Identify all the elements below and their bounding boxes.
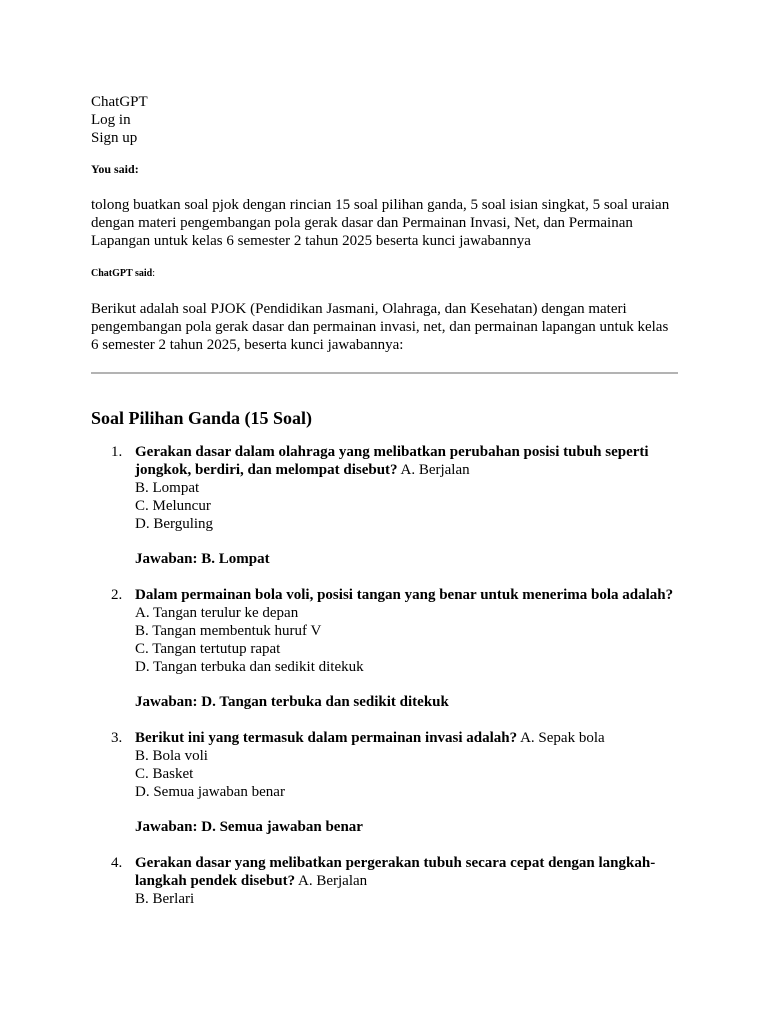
question-number: 1. bbox=[111, 444, 123, 460]
question-number: 4. bbox=[111, 855, 123, 871]
option-item: B. Bola voli bbox=[135, 748, 208, 764]
option-item: B. Lompat bbox=[135, 480, 200, 496]
user-message: tolong buatkan soal pjok dengan rincian 15 soal pilihan ganda, 5 soal isian singkat, 5 soal uraian dengan materi pengembangan pola gerak dasar dan Permainan Invasi, Net, dan Permainan Lapangan untuk kelas 6 semester 2 tahun 2025 beserta kunci jawabannya bbox=[91, 197, 670, 249]
option-item: C. Basket bbox=[135, 766, 194, 782]
question-number: 3. bbox=[111, 730, 123, 746]
option-item: A. Sepak bola bbox=[520, 730, 605, 746]
assistant-label-colon: : bbox=[152, 268, 156, 279]
option-item: C. Meluncur bbox=[135, 498, 211, 514]
question-text: Berikut ini yang termasuk dalam permainan invasi adalah? bbox=[135, 730, 518, 746]
question-text: Gerakan dasar yang melibatkan pergerakan tubuh secara cepat dengan langkah-langkah pendek disebut? bbox=[135, 855, 656, 889]
option-item: C. Tangan tertutup rapat bbox=[135, 641, 281, 657]
answer-key: Jawaban: B. Lompat bbox=[135, 551, 270, 567]
option-item: D. Semua jawaban benar bbox=[135, 784, 285, 800]
assistant-intro: Berikut adalah soal PJOK (Pendidikan Jasmani, Olahraga, dan Kesehatan) dengan materi pengembangan pola gerak dasar dan permainan invasi, net, dan permainan lapangan untuk kelas 6 semester 2 tahun 2025, beserta kunci jawabannya: bbox=[91, 301, 669, 353]
document-page bbox=[91, 93, 679, 926]
answer-key: Jawaban: D. Semua jawaban benar bbox=[135, 819, 363, 835]
question-text: Gerakan dasar dalam olahraga yang melibatkan perubahan posisi tubuh seperti jongkok, berdiri, dan melompat disebut? bbox=[135, 444, 649, 478]
horizontal-divider bbox=[91, 372, 678, 374]
login-link[interactable]: Log in bbox=[91, 112, 131, 128]
question-body bbox=[135, 729, 679, 836]
question-item bbox=[91, 729, 679, 836]
option-item: D. Berguling bbox=[135, 516, 214, 532]
option-item: B. Berlari bbox=[135, 891, 195, 907]
assistant-label bbox=[91, 268, 679, 280]
option-item: A. Tangan terulur ke depan bbox=[135, 605, 299, 621]
section-title: Soal Pilihan Ganda (15 Soal) bbox=[91, 408, 313, 428]
question-text: Dalam permainan bola voli, posisi tangan yang benar untuk menerima bola adalah? bbox=[135, 587, 674, 603]
option-item: B. Tangan membentuk huruf V bbox=[135, 623, 322, 639]
question-list bbox=[91, 443, 679, 908]
option-item: D. Tangan terbuka dan sedikit ditekuk bbox=[135, 659, 364, 675]
question-body bbox=[135, 586, 679, 711]
signup-link[interactable]: Sign up bbox=[91, 130, 138, 146]
assistant-label-text: ChatGPT said bbox=[91, 268, 153, 279]
question-body bbox=[135, 854, 679, 908]
answer-key: Jawaban: D. Tangan terbuka dan sedikit ditekuk bbox=[135, 694, 449, 710]
option-item: A. Berjalan bbox=[400, 462, 470, 478]
question-item bbox=[91, 854, 679, 908]
question-number: 2. bbox=[111, 587, 123, 603]
question-body bbox=[135, 443, 679, 568]
brand-link[interactable]: ChatGPT bbox=[91, 94, 148, 110]
option-item: A. Berjalan bbox=[298, 873, 368, 889]
question-item bbox=[91, 443, 679, 568]
user-label: You said: bbox=[91, 162, 139, 176]
question-item bbox=[91, 586, 679, 711]
